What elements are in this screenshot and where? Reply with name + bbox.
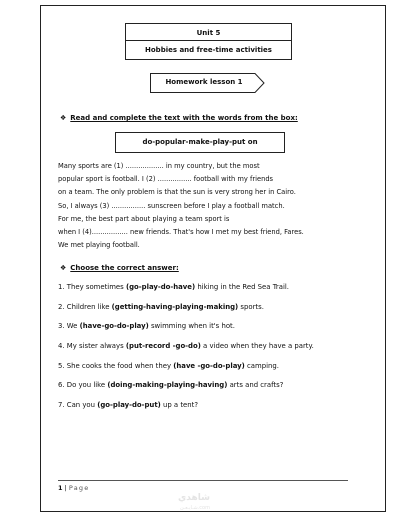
section1-heading-text: Read and complete the text with the words from the box:	[70, 114, 298, 122]
passage-line: Many sports are (1) .................. in my country, but the most	[58, 162, 260, 170]
diamond-bullet-icon: ❖	[60, 264, 67, 272]
watermark-logo: شاهدي	[178, 493, 210, 503]
answer-options: (go-play-do-have)	[125, 283, 196, 291]
page-word: Page	[68, 484, 90, 492]
passage-line: popular sport is football. I (2) ................ football with my friends	[58, 175, 274, 184]
question-item: 7. Can you (go-play-do-put) up a tent?	[58, 401, 198, 409]
passage-line: on a team. The only problem is that the sun is very strong her in Cairo.	[58, 188, 296, 197]
page-footer	[58, 484, 89, 492]
watermark-subtext: شـايـعـن.com	[180, 505, 210, 511]
answer-options: (doing-making-playing-having)	[107, 381, 228, 389]
answer-options: (have -go-do-play)	[173, 362, 245, 370]
passage-line: For me, the best part about playing a team sport is	[58, 214, 230, 223]
topic-title: Hobbies and free-time activities	[145, 46, 272, 54]
question-item: 3. We (have-go-do-play) swimming when it's hot.	[58, 322, 235, 330]
question-item: 1. They sometimes (go-play-do-have) hiking in the Red Sea Trail.	[58, 283, 289, 291]
passage-line: We met playing football.	[58, 241, 140, 250]
question-item: 6. Do you like (doing-making-playing-having) arts and crafts?	[58, 381, 284, 389]
answer-options: (put-record -go-do)	[125, 342, 201, 350]
section1-heading	[60, 114, 298, 122]
title-box	[125, 23, 292, 60]
word-box: do-popular-make-play-put on	[115, 132, 285, 153]
passage	[58, 160, 358, 252]
question-item: 4. My sister always (put-record -go-do) a video when they have a party.	[58, 342, 314, 350]
answer-options: (getting-having-playing-making)	[111, 303, 239, 311]
passage-line: So, I always (3) ................ sunscreen before I play a football match.	[58, 201, 285, 210]
answer-options: (go-play-do-put)	[97, 401, 161, 409]
diamond-bullet-icon: ❖	[60, 114, 67, 122]
footer-separator: |	[64, 484, 67, 492]
unit-title: Unit 5	[196, 29, 221, 37]
answer-options: (have-go-do-play)	[79, 322, 149, 330]
lesson-arrow-banner	[150, 73, 265, 93]
title-divider	[126, 40, 291, 41]
question-item: 2. Children like (getting-having-playing-making) sports.	[58, 303, 264, 311]
passage-line: when I (4)................. new friends. That's how I met my best friend, Fares.	[58, 228, 304, 237]
page-number: 1	[58, 484, 63, 492]
footer-divider	[58, 480, 348, 481]
section2-heading-text: Choose the correct answer:	[70, 264, 179, 272]
question-item: 5. She cooks the food when they (have -go-do-play) camping.	[58, 362, 279, 370]
lesson-label: Homework lesson 1	[165, 78, 243, 86]
section2-heading	[60, 264, 179, 272]
